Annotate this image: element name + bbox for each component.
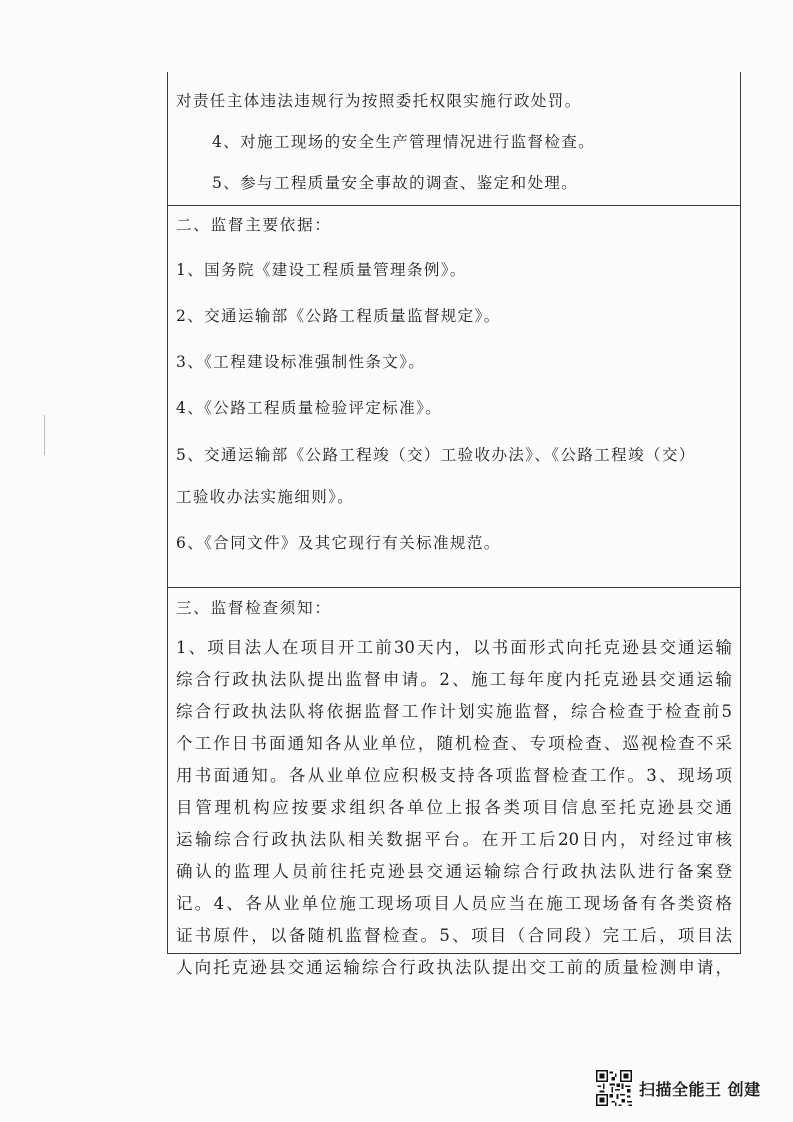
notice-line: 人向托克逊县交通运输综合行政执法队提出交工前的质量检测申请， — [176, 958, 732, 977]
basis-item-1: 1、国务院《建设工程质量管理条例》。 — [176, 261, 467, 279]
notice-line: 确认的监理人员前往托克逊县交通运输综合行政执法队进行备案登 — [176, 862, 732, 881]
notice-line: 证书原件，以备随机监督检查。5、项目（合同段）完工后，项目法 — [176, 926, 732, 945]
section-supervision-basis — [168, 205, 740, 587]
duty-item-4: 4、对施工现场的安全生产管理情况进行监督检查。 — [212, 133, 596, 151]
notice-line: 综合行政执法队提出监督申请。2、施工每年度内托克逊县交通运输 — [176, 670, 732, 689]
duty-line-penalty: 对责任主体违法违规行为按照委托权限实施行政处罚。 — [176, 92, 582, 110]
notice-line: 目管理机构应按要求组织各单位上报各类项目信息至托克逊县交通 — [176, 798, 732, 817]
basis-item-5: 5、交通运输部《公路工程竣（交）工验收办法》、《公路工程竣（交） — [176, 446, 696, 464]
notice-line: 记。4、各从业单位施工现场项目人员应当在施工现场备有各类资格 — [176, 894, 732, 913]
basis-item-5-continued: 工验收办法实施细则》。 — [176, 488, 355, 506]
basis-item-4: 4、《公路工程质量检验评定标准》。 — [176, 399, 443, 417]
notice-line: 综合行政执法队将依据监督工作计划实施监督，综合检查于检查前5 — [176, 702, 732, 721]
basis-item-3: 3、《工程建设标准强制性条文》。 — [176, 353, 426, 371]
basis-item-2: 2、交通运输部《公路工程质量监督规定》。 — [176, 307, 501, 325]
notice-heading: 三、监督检查须知： — [176, 599, 332, 617]
notice-line: 运输综合行政执法队相关数据平台。在开工后20日内，对经过审核 — [176, 830, 732, 849]
notice-line: 个工作日书面通知各从业单位，随机检查、专项检查、巡视检查不采 — [176, 734, 732, 753]
duty-item-5: 5、参与工程质量安全事故的调查、鉴定和处理。 — [212, 174, 579, 192]
basis-heading: 二、监督主要依据： — [176, 216, 332, 234]
section-inspection-notice — [168, 587, 740, 977]
notice-line: 用书面通知。各从业单位应积极支持各项监督检查工作。3、现场项 — [176, 766, 732, 785]
section-duties-continued — [168, 72, 740, 205]
scanner-watermark — [596, 1068, 761, 1108]
scan-margin-mark — [44, 415, 45, 455]
notice-line: 1、项目法人在项目开工前30天内，以书面形式向托克逊县交通运输 — [176, 638, 732, 657]
basis-item-6: 6、《合同文件》及其它现行有关标准规范。 — [176, 534, 501, 552]
document-table — [167, 72, 741, 977]
qr-code-icon — [596, 1070, 632, 1106]
watermark-text: 扫描全能王 创建 — [639, 1079, 761, 1099]
